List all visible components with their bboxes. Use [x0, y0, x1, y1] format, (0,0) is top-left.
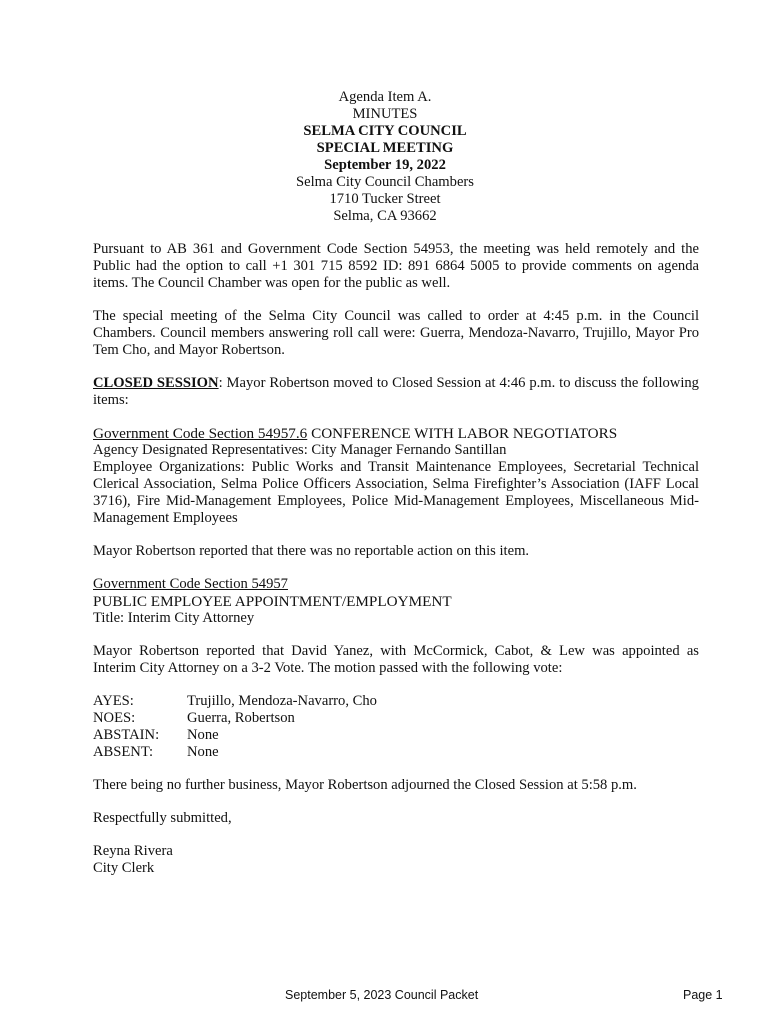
page-number: Page 1: [683, 988, 723, 1002]
vote-label: NOES:: [93, 710, 136, 726]
closing-salutation: Respectfully submitted,: [93, 810, 232, 826]
gov-code-54957-6: Government Code Section 54957.6: [93, 425, 308, 442]
labor-negotiators-title: CONFERENCE WITH LABOR NEGOTIATORS: [307, 425, 618, 442]
meeting-type: SPECIAL MEETING: [316, 140, 454, 156]
labor-negotiators-heading: [93, 425, 699, 442]
signature-name: Reyna Rivera: [93, 843, 173, 859]
vote-value: Trujillo, Mendoza-Navarro, Cho: [187, 693, 377, 709]
meeting-location: Selma City Council Chambers: [296, 174, 474, 190]
address-street: 1710 Tucker Street: [329, 191, 441, 207]
agenda-item-label: Agenda Item A.: [338, 89, 432, 105]
call-to-order-paragraph: The special meeting of the Selma City Council was called to order at 4:45 p.m. in the Council Chambers. Council members answering roll call were: Guerra, Mendoza-Navarro, Trujillo, Mayor Pro Tem Cho, and Mayor Robertson.: [93, 308, 699, 358]
closed-session-text: : Mayor Robertson moved to Closed Session at 4:46 p.m. to discuss the following items:: [93, 375, 699, 408]
footer-packet-label: September 5, 2023 Council Packet: [285, 988, 479, 1002]
vote-label: AYES:: [93, 693, 134, 709]
vote-row-abstain: [93, 727, 699, 744]
closed-session-paragraph: [93, 375, 699, 409]
vote-row-absent: [93, 744, 699, 761]
vote-value: Guerra, Robertson: [187, 710, 295, 726]
vote-label: ABSENT:: [93, 744, 154, 760]
no-reportable-action: Mayor Robertson reported that there was no reportable action on this item.: [93, 543, 530, 559]
adjournment-paragraph: There being no further business, Mayor Robertson adjourned the Closed Session at 5:58 p.m.: [93, 777, 637, 793]
minutes-header: [0, 89, 770, 225]
appointment-report: Mayor Robertson reported that David Yanez, with McCormick, Cabot, & Lew was appointed as Interim City Attorney on a 3-2 Vote. The motion passed with the following vote:: [93, 643, 699, 676]
meeting-date: September 19, 2022: [324, 157, 446, 173]
signature-title: City Clerk: [93, 860, 155, 876]
address-city: Selma, CA 93662: [333, 208, 437, 224]
public-employee-appointment: PUBLIC EMPLOYEE APPOINTMENT/EMPLOYMENT: [93, 593, 452, 610]
council-name: SELMA CITY COUNCIL: [303, 123, 467, 139]
gov-code-54957: Government Code Section 54957: [93, 576, 288, 592]
agency-representatives: Agency Designated Representatives: City Manager Fernando Santillan: [93, 442, 507, 458]
vote-value: None: [187, 727, 219, 743]
closed-session-label: CLOSED SESSION: [93, 375, 219, 391]
minutes-title: MINUTES: [352, 106, 418, 122]
vote-value: None: [187, 744, 219, 760]
minutes-body: [93, 241, 699, 877]
employee-organizations: Employee Organizations: Public Works and Transit Maintenance Employees, Secretarial Technical Clerical Association, Selma Police Officers Association, Selma Firefighter’s Association (IAFF Local 3716), Fire Mid-Management Employees, Police Mid-Management Employees, Miscellaneous Mid- Management Employees: [93, 459, 699, 526]
vote-row-ayes: [93, 693, 699, 710]
position-title: Title: Interim City Attorney: [93, 610, 255, 626]
remote-meeting-paragraph: Pursuant to AB 361 and Government Code Section 54953, the meeting was held remotely and the Public had the option to call +1 301 715 8592 ID: 891 6864 5005 to provide comments on agenda items. The Council Chamber was open for the public as well.: [93, 241, 699, 291]
vote-row-noes: [93, 710, 699, 727]
vote-table: [93, 693, 699, 761]
vote-label: ABSTAIN:: [93, 727, 160, 743]
